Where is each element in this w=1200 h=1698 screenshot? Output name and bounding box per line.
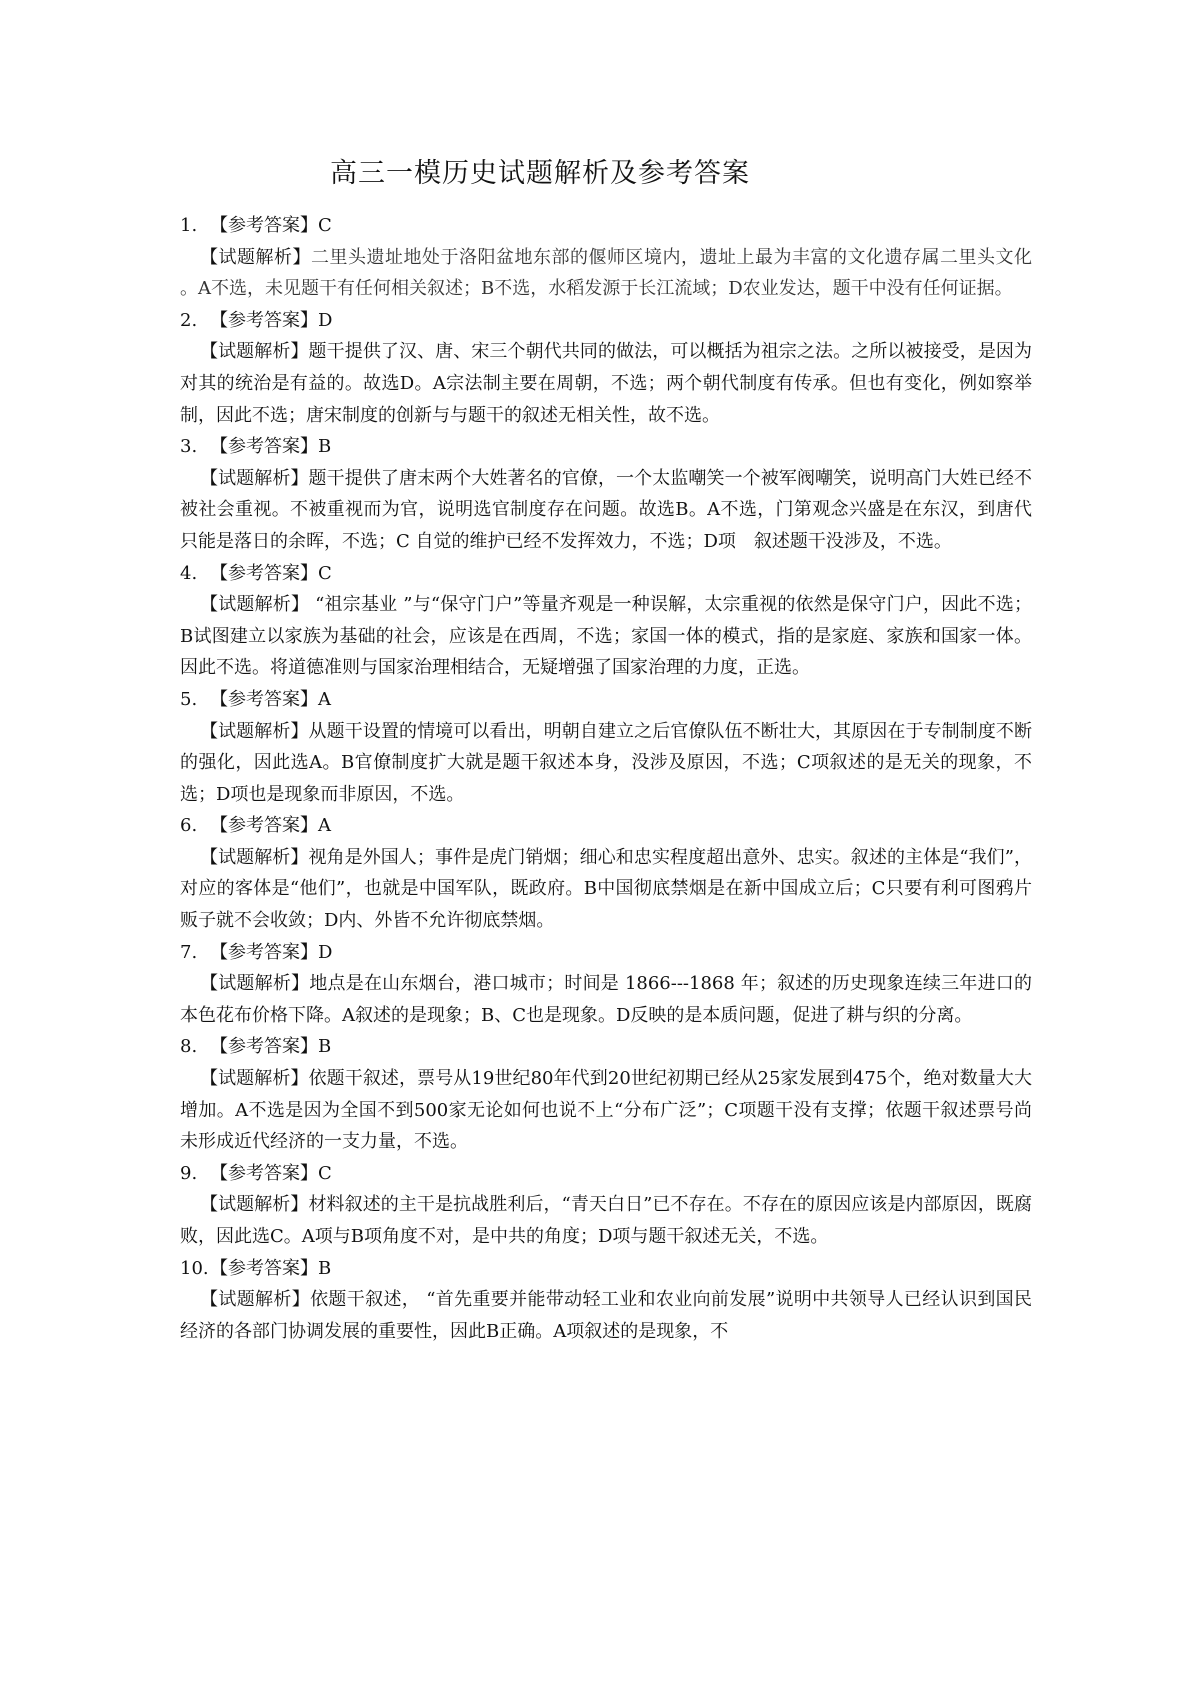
document-title: 高三一模历史试题解析及参考答案 (330, 158, 750, 189)
explanation-label: 【试题解析】 (200, 973, 310, 995)
answer-line (180, 937, 1032, 969)
explanation-label: 【试题解析】 (200, 246, 311, 268)
answer-value: C (318, 1162, 332, 1184)
explanation-body: “祖宗基业 ”与“保守门户”等量齐观是一种误解，太宗重视的依然是保守门户，因此不选；B试图建立以家族为基础的社会，应该是在西周，不选；家国一体的模式，指的是家庭、家族和国家一体。因此不选。将道德准则与国家治理相结合，无疑增强了国家治理的力度，正选。 (180, 594, 1032, 679)
explanation-label: 【试题解析】 (200, 1289, 311, 1311)
explanation-label: 【试题解析】 (200, 467, 309, 489)
explanation-text (180, 716, 1032, 811)
explanation-body: 题干提供了汉、唐、宋三个朝代共同的做法，可以概括为祖宗之法。之所以被接受，是因为对其的统治是有益的。故选D。A宗法制主要在周朝，不选；两个朝代制度有传承。但也有变化，例如察举制，因此不选；唐宋制度的创新与与题干的叙述无相关性，故不选。 (180, 341, 1033, 426)
question-number: 6. (180, 815, 198, 837)
answer-value: D (318, 309, 333, 331)
answer-list (180, 210, 1032, 1347)
question-number: 2. (180, 309, 198, 331)
answer-line (180, 1253, 1032, 1285)
question-number: 7. (180, 941, 198, 963)
question-number: 10. (180, 1257, 209, 1279)
explanation-body: 材料叙述的主干是抗战胜利后，“青天白日”已不存在。不存在的原因应该是内部原因，既腐败，因此选C。A项与B项角度不对，是中共的角度；D项与题干叙述无关，不选。 (180, 1194, 1032, 1247)
explanation-body: 二里头遗址地处于洛阳盆地东部的偃师区境内，遗址上最为丰富的文化遗存属二里头文化 。A不选，未见题干有任何相关叙述；B不选，水稻发源于长江流域；D农业发达，题干中没有任何证据。 (180, 246, 1032, 300)
answer-label: 【参考答案】 (210, 688, 318, 710)
explanation-label: 【试题解析】 (200, 1194, 309, 1216)
explanation-text (180, 968, 1032, 1031)
question-number: 8. (180, 1036, 198, 1058)
explanation-text (180, 1189, 1032, 1252)
explanation-label: 【试题解析】 (200, 1068, 309, 1090)
question-item (180, 210, 1032, 305)
explanation-body: 题干提供了唐末两个大姓著名的官僚，一个太监嘲笑一个被军阀嘲笑，说明高门大姓已经不被社会重视。不被重视而为官，说明选官制度存在问题。故选B。A不选，门第观念兴盛是在东汉，到唐代只能是落日的余晖，不选；C 自觉的维护已经不发挥效力，不选；D项 叙述题干没涉及，不选。 (180, 467, 1033, 552)
answer-label: 【参考答案】 (210, 562, 318, 584)
answer-label: 【参考答案】 (210, 941, 318, 963)
question-number: 5. (180, 688, 198, 710)
answer-value: C (318, 215, 332, 236)
question-item (180, 1253, 1032, 1348)
explanation-body: 从题干设置的情境可以看出，明朝自建立之后官僚队伍不断壮大，其原因在于专制制度不断的强化，因此选A。B官僚制度扩大就是题干叙述本身，没涉及原因，不选；C项叙述的是无关的现象，不选；D项也是现象而非原因，不选。 (180, 720, 1033, 805)
question-number: 4. (180, 562, 198, 584)
answer-label: 【参考答案】 (210, 215, 318, 236)
question-item (180, 431, 1032, 557)
explanation-text (180, 1284, 1032, 1347)
answer-label: 【参考答案】 (210, 309, 318, 331)
answer-line (180, 684, 1032, 716)
explanation-body: 依题干叙述，票号从19世纪80年代到20世纪初期已经从25家发展到475个，绝对数量大大增加。A不选是因为全国不到500家无论如何也说不上“分布广泛”；C项题干没有支撑；依题干叙述票号尚未形成近代经济的一支力量，不选。 (180, 1068, 1032, 1153)
explanation-text (180, 589, 1032, 684)
answer-line (180, 558, 1032, 590)
answer-value: B (318, 1257, 332, 1279)
explanation-body: 地点是在山东烟台，港口城市；时间是 1866---1868 年；叙述的历史现象连续三年进口的本色花布价格下降。A叙述的是现象；B、C也是现象。D反映的是本质问题，促进了耕与织的分离。 (180, 973, 1033, 1026)
explanation-body: 依题干叙述， “首先重要并能带动轻工业和农业向前发展”说明中共领导人已经认识到国民经济的各部门协调发展的重要性，因此B正确。A项叙述的是现象，不 (180, 1289, 1033, 1342)
answer-label: 【参考答案】 (210, 436, 318, 458)
question-item (180, 1031, 1032, 1157)
explanation-label: 【试题解析】 (200, 594, 310, 616)
answer-value: B (318, 436, 332, 458)
answer-label: 【参考答案】 (210, 815, 318, 837)
explanation-text (180, 463, 1032, 558)
answer-value: C (318, 562, 332, 584)
answer-line (180, 810, 1032, 842)
question-number: 3. (180, 436, 198, 458)
explanation-label: 【试题解析】 (200, 846, 309, 868)
answer-label: 【参考答案】 (210, 1162, 318, 1184)
question-item (180, 810, 1032, 936)
answer-line (180, 210, 1032, 242)
answer-line (180, 431, 1032, 463)
answer-label: 【参考答案】 (210, 1036, 318, 1058)
answer-value: D (318, 941, 333, 963)
explanation-text (180, 336, 1032, 431)
answer-label: 【参考答案】 (210, 1257, 318, 1279)
question-item (180, 937, 1032, 1032)
answer-line (180, 1031, 1032, 1063)
question-number: 1. (180, 215, 198, 236)
answer-value: A (318, 815, 331, 837)
question-item (180, 558, 1032, 684)
answer-value: B (318, 1036, 332, 1058)
question-item (180, 1158, 1032, 1253)
answer-value: A (318, 688, 331, 710)
explanation-text (180, 1063, 1032, 1158)
explanation-text (180, 242, 1032, 305)
answer-line (180, 305, 1032, 337)
explanation-text (180, 842, 1032, 937)
question-number: 9. (180, 1162, 198, 1184)
question-item (180, 305, 1032, 431)
explanation-body: 视角是外国人；事件是虎门销烟；细心和忠实程度超出意外、忠实。叙述的主体是“我们”，对应的客体是“他们”，也就是中国军队，既政府。B中国彻底禁烟是在新中国成立后；C只要有利可图鸦片贩子就不会收敛；D内、外皆不允许彻底禁烟。 (180, 846, 1032, 932)
explanation-label: 【试题解析】 (200, 720, 309, 742)
question-item (180, 684, 1032, 810)
answer-line (180, 1158, 1032, 1190)
explanation-label: 【试题解析】 (200, 341, 309, 363)
